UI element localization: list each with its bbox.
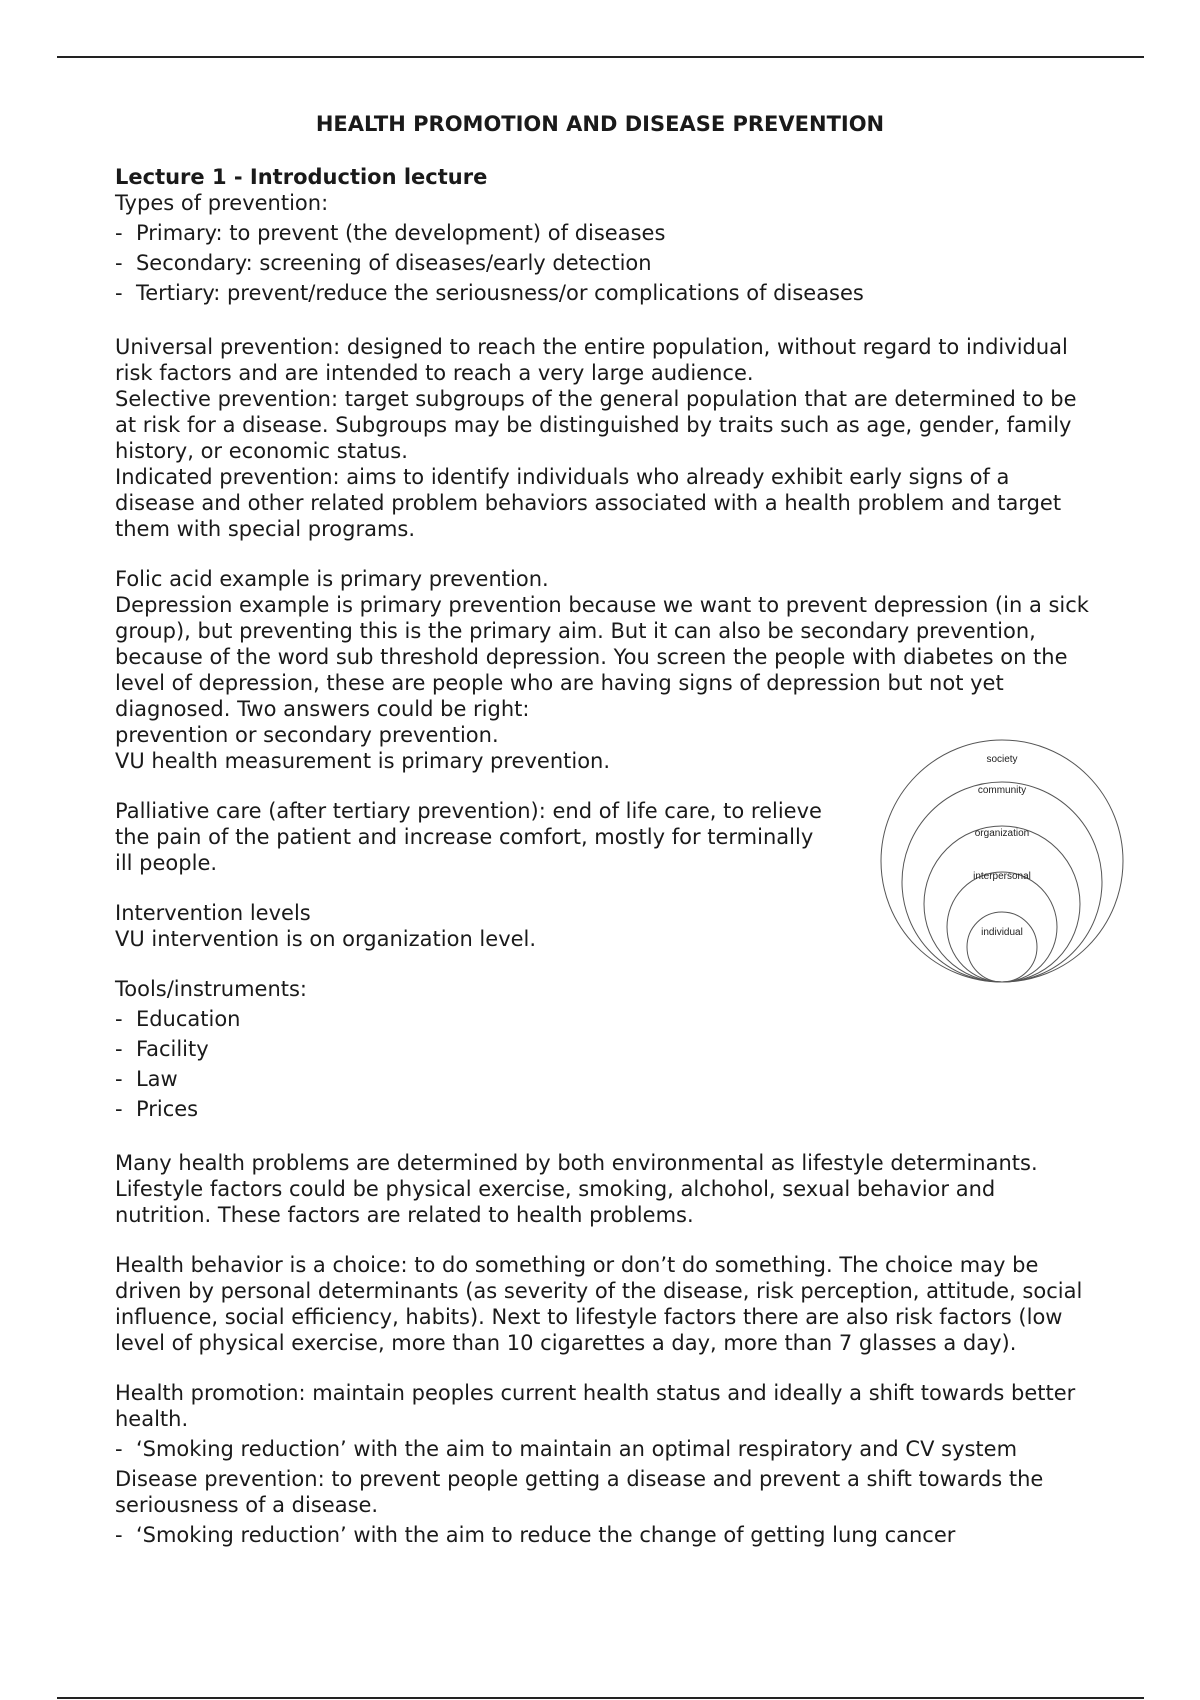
lecture-title: Lecture 1 - Introduction lecture: [115, 165, 488, 189]
level-label: interpersonal: [973, 871, 1031, 882]
list-item: - Law: [115, 1066, 1090, 1092]
indicated-prevention-paragraph: Indicated prevention: aims to identify individuals who already exhibit early signs of a disease and other related problem behaviors associated with a health problem and target them with special programs.: [115, 465, 1062, 541]
intervention-levels-heading: Intervention levels: [115, 901, 311, 925]
level-label: individual: [981, 927, 1023, 938]
list-item: - Primary: to prevent (the development) of diseases: [115, 220, 1090, 246]
tools-heading: Tools/instruments:: [115, 977, 308, 1001]
individual-circle: [967, 912, 1037, 982]
list-item: - Education: [115, 1006, 1090, 1032]
level-label: community: [977, 785, 1027, 796]
document-title: HEALTH PROMOTION AND DISEASE PREVENTION: [315, 112, 885, 136]
list-item: - Tertiary: prevent/reduce the seriousness/or complications of diseases: [115, 280, 1090, 306]
community-circle: [902, 782, 1102, 982]
vu-intervention-paragraph: VU intervention is on organization level.: [115, 927, 537, 951]
universal-prevention-paragraph: Universal prevention: designed to reach the entire population, without regard to individual risk factors and are intended to reach a very large audience.: [115, 335, 1068, 385]
level-label: organization: [974, 828, 1030, 839]
organization-circle: [924, 826, 1080, 982]
tools-list: [115, 1006, 1090, 1122]
palliative-care-paragraph: Palliative care (after tertiary prevention): end of life care, to relieve the pain of the patient and increase comfort, mostly for terminally ill people.: [115, 799, 822, 875]
health-promotion-paragraph: Health promotion: maintain peoples current health status and ideally a shift towards better health.: [115, 1381, 1076, 1431]
list-item: - Secondary: screening of diseases/early detection: [115, 250, 1090, 276]
intervention-levels-diagram: [876, 738, 1128, 984]
vu-health-paragraph: VU health measurement is primary prevention.: [115, 749, 611, 773]
health-behavior-paragraph: Health behavior is a choice: to do something or don’t do something. The choice may be driven by personal determinants (as severity of the disease, risk perception, attitude, social influence, social efficiency, habits). Next to lifestyle factors there are also risk factors (low level of physical exercise, more than 10 cigarettes a day, more than 7 glasses a day).: [115, 1253, 1083, 1355]
level-label: society: [986, 754, 1018, 765]
list-item: - Facility: [115, 1036, 1090, 1062]
list-item: - ‘Smoking reduction’ with the aim to maintain an optimal respiratory and CV system: [115, 1436, 1090, 1462]
list-item: - ‘Smoking reduction’ with the aim to reduce the change of getting lung cancer: [115, 1522, 1090, 1548]
prevention-example-list: [115, 1522, 1090, 1548]
depression-tail: prevention or secondary prevention.: [115, 723, 499, 747]
prevention-types-list: [115, 220, 1090, 306]
folic-acid-paragraph: Folic acid example is primary prevention.: [115, 567, 549, 591]
depression-paragraph: Depression example is primary prevention because we want to prevent depression (in a sick group), but preventing this is the primary aim. But it can also be secondary prevention, because of the word sub threshold depression. You screen the people with diabetes on the level of depression, these are people who are having signs of depression but not yet diagnosed. Two answers could be right:: [115, 593, 1089, 721]
top-rule: [57, 56, 1144, 58]
promotion-example-list: [115, 1436, 1090, 1462]
society-circle: [881, 740, 1123, 982]
bottom-rule: [57, 1697, 1144, 1699]
selective-prevention-paragraph: Selective prevention: target subgroups of the general population that are determined to be at risk for a disease. Subgroups may be distinguished by traits such as age, gender, family history, or economic status.: [115, 387, 1077, 463]
list-item: - Prices: [115, 1096, 1090, 1122]
disease-prevention-paragraph: Disease prevention: to prevent people getting a disease and prevent a shift towards the seriousness of a disease.: [115, 1467, 1044, 1517]
determinants-paragraph: Many health problems are determined by both environmental as lifestyle determinants. Lifestyle factors could be physical exercise, smoking, alchohol, sexual behavior and nutrition. These factors are related to health problems.: [115, 1151, 1038, 1227]
types-heading: Types of prevention:: [115, 191, 329, 215]
